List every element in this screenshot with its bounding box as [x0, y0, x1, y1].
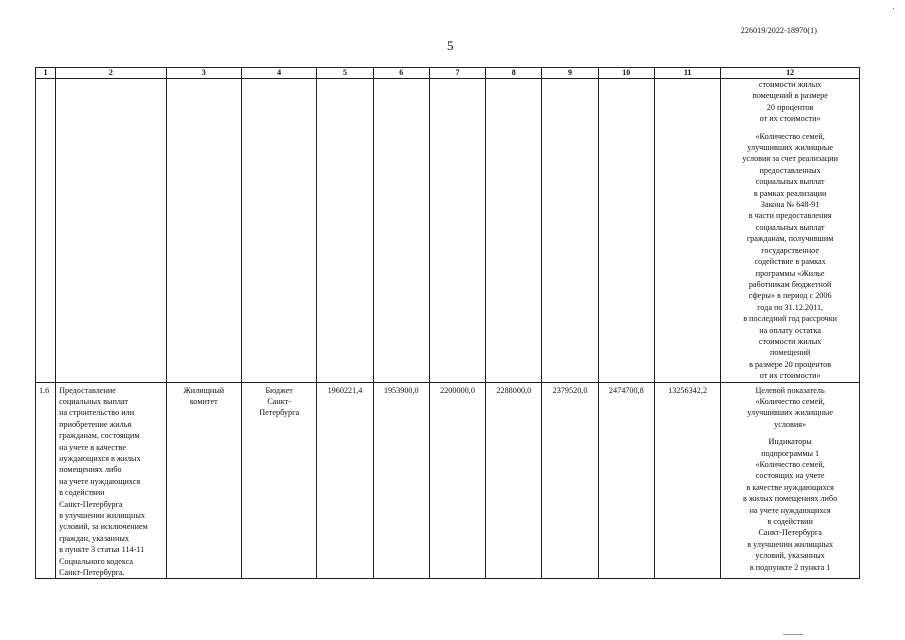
document-reference: 226019/2022-18970(1) [740, 26, 817, 35]
text-line: в качестве нуждающихся [746, 482, 834, 492]
text-line: на строительство или [59, 408, 135, 418]
row-number: 1.6 [36, 382, 56, 579]
text-line: гражданам, состоящим [59, 431, 140, 441]
text-line: Петербурга [259, 408, 300, 418]
column-number: 11 [654, 68, 720, 79]
value-cell: 2288000,0 [486, 382, 542, 579]
text-line: помещений [770, 348, 811, 358]
column-number: 3 [166, 68, 241, 79]
program-table [35, 67, 860, 579]
text-line: граждан, указанных [59, 533, 129, 543]
column-number: 2 [56, 68, 167, 79]
text-line: помещений в размере [752, 91, 828, 101]
value-cell: 1953900,0 [373, 382, 429, 579]
text-line: государственное [761, 245, 819, 255]
text-line: на оплату остатка [759, 325, 821, 335]
text-line: в размере 20 процентов [749, 359, 832, 369]
text-line: стоимости жилых [758, 80, 822, 89]
funding-source-cell [241, 382, 316, 579]
text-line: социальных выплат [59, 396, 128, 406]
indicator-paragraph [724, 385, 856, 431]
text-line: подпрограммы 1 [761, 448, 820, 458]
text-line: 20 процентов [766, 102, 814, 112]
text-line: состоящих на учете [755, 471, 825, 481]
value-cell: 1960221,4 [317, 382, 373, 579]
value-cell: 2200000,0 [429, 382, 485, 579]
text-line: условия» [774, 419, 807, 429]
column-number-row [36, 68, 860, 79]
column-number: 7 [429, 68, 485, 79]
text-line: в последний год рассрочки [743, 314, 838, 324]
indicator-cell [721, 382, 860, 579]
text-line: на учете в качестве [59, 442, 126, 452]
text-line: условия за счет реализации [742, 154, 838, 164]
column-number: 9 [542, 68, 598, 79]
text-line: в рамках реализации [753, 188, 827, 198]
text-line: улучшивших жилищные [747, 143, 833, 153]
column-number: 10 [598, 68, 654, 79]
total-value-cell: 13256342,2 [654, 382, 720, 579]
text-line: социальных выплат [755, 177, 825, 187]
text-line: социальных выплат [755, 222, 825, 232]
scan-speck [893, 8, 894, 9]
value-cell: 2474700,8 [598, 382, 654, 579]
text-line: «Количество семей, [755, 460, 825, 469]
text-line: на учете нуждающихся [749, 505, 831, 515]
measure-description [56, 382, 167, 579]
column-number: 5 [317, 68, 373, 79]
text-line: Целевой показатель [755, 385, 825, 395]
text-line: в части предоставления [748, 211, 832, 221]
text-line: в содействии [59, 488, 105, 498]
column-number: 4 [241, 68, 316, 79]
text-line: в улучшении жилищных [747, 539, 834, 549]
text-line: Санкт-Петербурга. [59, 568, 125, 578]
continuation-row [36, 79, 860, 383]
indicator-cell [721, 79, 860, 383]
text-line: от их стоимости» [759, 371, 821, 381]
text-line: в пункте 3 статьи 114-11 [59, 545, 145, 555]
column-number: 1 [36, 68, 56, 79]
text-line: в содействии [767, 517, 813, 527]
text-line: гражданам, получившим [746, 234, 834, 244]
text-line: Санкт- [267, 396, 291, 406]
text-line: сферы» в период с 2006 [748, 291, 832, 301]
text-line: условий, за исключением [59, 522, 148, 532]
text-line: на учете нуждающихся [59, 476, 141, 486]
text-line: стоимости жилых [758, 336, 822, 346]
text-line: Санкт-Петербурга [59, 499, 123, 509]
text-line: Предоставление [59, 385, 116, 395]
column-number: 12 [721, 68, 860, 79]
table-row [36, 382, 860, 579]
text-line: Социального кодекса [59, 556, 134, 566]
indicator-paragraph [724, 79, 856, 125]
text-line: Бюджет [265, 385, 293, 395]
text-line: Санкт-Петербурга [758, 528, 822, 538]
text-line: в жилых помещениях либо [743, 494, 838, 504]
page-number: 5 [447, 38, 454, 53]
text-line: от их стоимости» [759, 114, 821, 124]
text-line: приобретение жилья [59, 419, 132, 429]
text-line: улучшивших жилищные [747, 408, 833, 418]
text-line: программы «Жилье [755, 268, 825, 278]
text-line: года по 31.12.2011, [757, 302, 824, 312]
scan-speck [783, 634, 803, 635]
text-line: содействие в рамках [754, 257, 826, 267]
text-line: в улучшении жилищных [59, 511, 145, 521]
text-line: помещениях либо [59, 465, 122, 475]
executor-cell [166, 382, 241, 579]
column-number: 8 [486, 68, 542, 79]
text-line: «Количество семей, [755, 131, 825, 141]
text-line: Индикаторы [768, 437, 812, 447]
text-line: в подпункте 2 пункта 1 [749, 562, 831, 572]
text-line: нуждающихся в жилых [59, 454, 141, 463]
column-number: 6 [373, 68, 429, 79]
text-line: предоставленных [759, 165, 821, 175]
text-line: «Количество семей, [755, 396, 825, 406]
indicator-paragraph [724, 436, 856, 573]
text-line: Закона № 648-91 [760, 200, 820, 210]
text-line: работникам бюджетной [748, 279, 832, 289]
text-line: условий, указанных [755, 551, 825, 561]
value-cell: 2379520,0 [542, 382, 598, 579]
indicator-paragraph [724, 131, 856, 382]
text-line: Жилищный [183, 385, 225, 395]
text-line: комитет [189, 396, 218, 406]
